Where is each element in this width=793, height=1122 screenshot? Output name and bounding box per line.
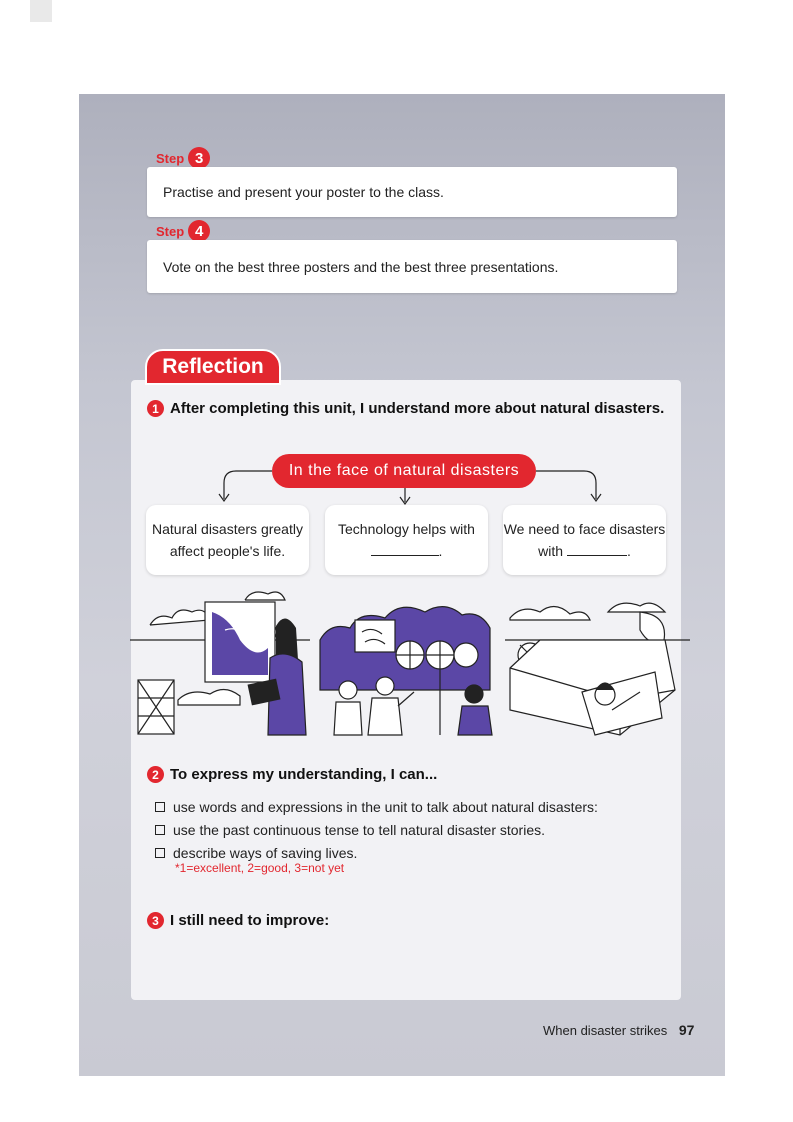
step-label-text: Step [156,150,185,166]
question-2 [147,766,437,783]
card-line: affect people's life. [169,543,286,559]
question-3-text: I still need to improve: [170,912,330,929]
scene-shelter [505,603,690,735]
page-number: 97 [678,1022,695,1038]
scene-weather-map [130,592,310,735]
checklist-item [155,795,598,818]
step-4-text: Vote on the best three posters and the best three presentations. [163,258,559,275]
checkbox[interactable] [155,802,165,812]
checkbox[interactable] [155,825,165,835]
card-line: Technology helps with [338,521,475,537]
checklist-item [155,818,598,841]
rating-key-note: *1=excellent, 2=good, 3=not yet [175,861,345,875]
page-footer [543,1022,694,1038]
reflection-title: Reflection [145,349,281,385]
question-2-number: 2 [147,766,164,783]
checkbox[interactable] [155,848,165,858]
question-1-text: After completing this unit, I understand more about natural disasters. [170,400,665,417]
step-3-text: Practise and present your poster to the class. [163,184,444,200]
scene-researchers [320,607,492,735]
checklist-item-text: describe ways of saving lives. [173,844,358,861]
card-punct: . [438,543,443,559]
step-3-number: 3 [188,147,210,169]
step-label-text: Step [156,223,185,239]
card-punct: . [626,543,631,559]
card-line: Natural disasters greatly [152,521,303,537]
diagram-center: In the face of natural disasters [272,454,536,488]
step-4-number: 4 [188,220,210,242]
question-3 [147,912,329,929]
can-do-checklist [155,795,598,864]
card-line: We need to face disasters [503,521,666,537]
question-1-number: 1 [147,400,164,417]
checklist-item-text: use words and expressions in the unit to talk about natural disasters: [173,798,598,815]
card-word: with [538,543,564,559]
checklist-item-text: use the past continuous tense to tell natural disaster stories. [173,821,545,838]
question-2-text: To express my understanding, I can... [170,766,438,783]
footer-unit-title: When disaster strikes [543,1023,668,1038]
question-3-number: 3 [147,912,164,929]
